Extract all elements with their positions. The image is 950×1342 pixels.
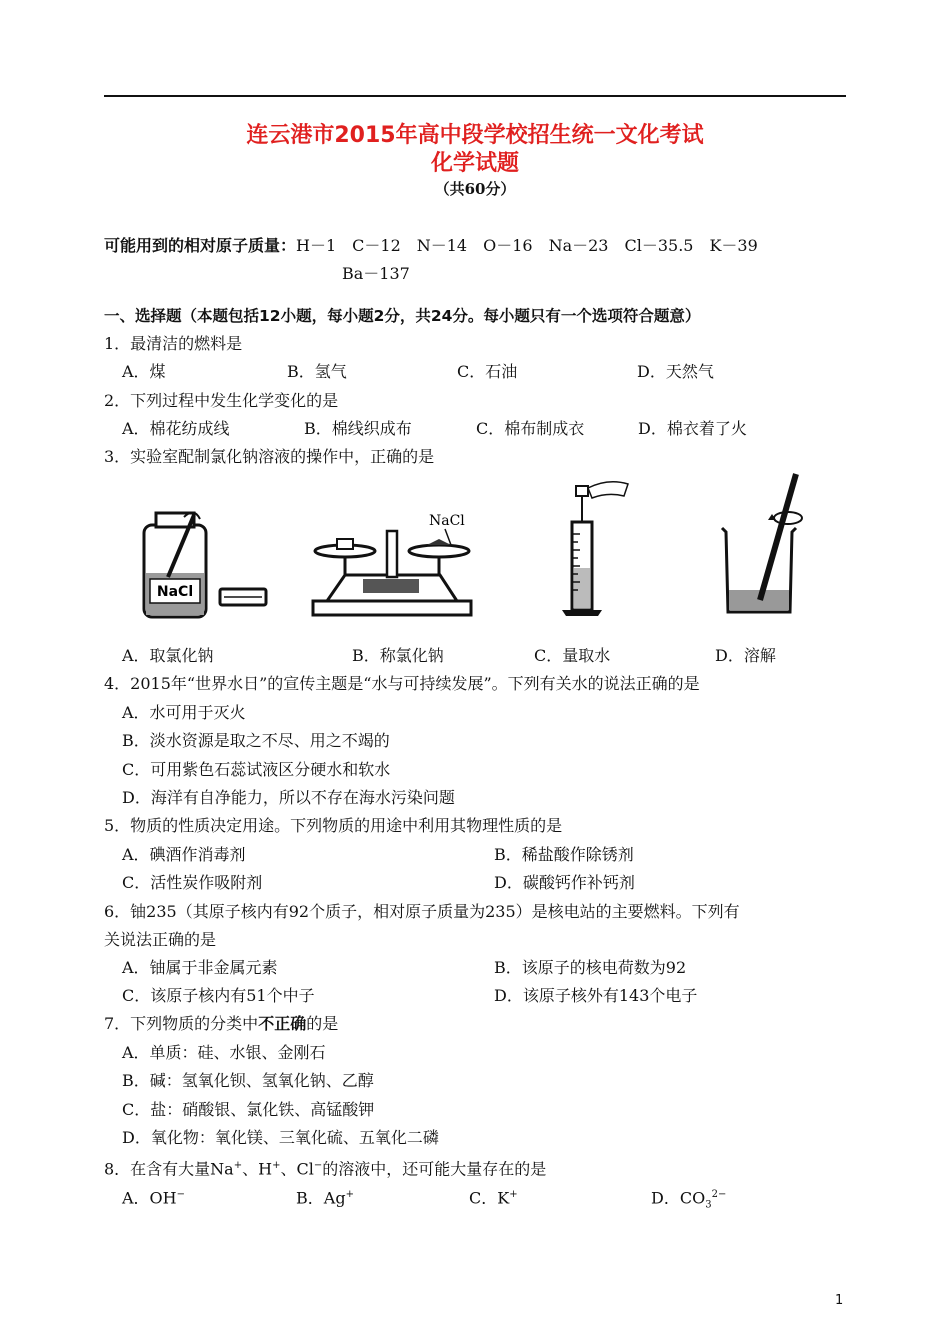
balance-label-text: NaCl <box>429 513 465 529</box>
q5-option-b: B．稀盐酸作除锈剂 <box>494 845 634 864</box>
q2-option-d: D．棉衣着了火 <box>638 419 747 438</box>
top-rule <box>104 95 846 97</box>
question-4-stem: 4．2015年“世界水日”的宣传主题是“水与可持续发展”。下列有关水的说法正确的是 <box>104 674 700 693</box>
weight <box>337 539 353 549</box>
q1-option-c: C．石油 <box>457 362 518 381</box>
figure-weigh-nacl <box>305 505 480 620</box>
q7-option-d: D．氧化物：氧化镁、三氧化硫、五氧化二磷 <box>122 1128 439 1147</box>
q2-option-a: A．棉花纺成线 <box>122 419 230 438</box>
question-6-stem-cont: 关说法正确的是 <box>104 930 217 949</box>
q6-option-b: B．该原子的核电荷数为92 <box>494 958 687 977</box>
q5-option-c: C．活性炭作吸附剂 <box>122 873 263 892</box>
q1-option-a: A．煤 <box>122 362 166 381</box>
q7-option-c: C．盐：硝酸银、氯化铁、高锰酸钾 <box>122 1100 375 1119</box>
balance-base <box>313 601 471 615</box>
q3-option-d: D．溶解 <box>715 646 776 665</box>
q6-option-a: A．铀属于非金属元素 <box>122 958 278 977</box>
hand <box>588 482 628 498</box>
q1-option-d: D．天然气 <box>637 362 714 381</box>
q4-option-a: A．水可用于灭火 <box>122 703 246 722</box>
q5-option-a: A．碘酒作消毒剂 <box>122 845 246 864</box>
q6-option-c: C．该原子核内有51个中子 <box>122 986 315 1005</box>
atomic-mass-values-2: Ba－137 <box>342 264 410 283</box>
question-2-stem: 2．下列过程中发生化学变化的是 <box>104 391 339 410</box>
right-pan <box>409 545 469 557</box>
q3-option-b: B．称氯化钠 <box>352 646 444 665</box>
q4-option-b: B．淡水资源是取之不尽、用之不竭的 <box>122 731 390 750</box>
atomic-mass-label: 可能用到的相对原子质量： <box>104 236 297 255</box>
total-score: （共60分） <box>434 180 516 198</box>
emphasis-not-correct: 不正确 <box>258 1014 307 1033</box>
subject-title: 化学试题 <box>430 151 519 176</box>
question-7-stem: 7．下列物质的分类中不正确的是 <box>104 1014 339 1033</box>
stir-arrow-icon <box>774 512 802 524</box>
nacl-pile <box>427 539 451 545</box>
cylinder-base <box>562 610 602 616</box>
q8-option-d: D．$CO_3^{2-}$ <box>651 1188 727 1211</box>
q3-option-a: A．取氯化钠 <box>122 646 214 665</box>
q2-option-c: C．棉布制成衣 <box>476 419 585 438</box>
question-6-stem: 6．铀235（其原子核内有92个质子，相对原子质量为235）是核电站的主要燃料。下列有 <box>104 902 740 921</box>
q1-option-b: B．氢气 <box>287 362 347 381</box>
atomic-mass-values: H－1 C－12 N－14 O－16 Na－23 Cl－35.5 K－39 <box>296 236 758 255</box>
bottle-label-text: NaCl <box>156 584 194 600</box>
exam-title: 连云港市2015年高中段学校招生统一文化考试 <box>246 123 704 148</box>
dropper-bulb <box>576 486 588 496</box>
q3-option-c: C．量取水 <box>534 646 611 665</box>
q4-option-c: C．可用紫色石蕊试液区分硬水和软水 <box>122 760 391 779</box>
question-8-stem: 8．在含有大量Na+、H+、Cl−的溶液中，还可能大量存在的是 <box>104 1159 547 1179</box>
section-heading: 一、选择题（本题包括12小题，每小题2分，共24分。每小题只有一个选项符合题意） <box>104 307 701 325</box>
page-number: 1 <box>835 1293 844 1308</box>
q8-option-a: A．OH− <box>122 1188 186 1208</box>
question-1-stem: 1．最清洁的燃料是 <box>104 334 243 353</box>
q2-option-b: B．棉线织成布 <box>304 419 412 438</box>
q8-option-c: C．K+ <box>469 1188 518 1208</box>
q7-option-a: A．单质：硅、水银、金刚石 <box>122 1043 326 1062</box>
balance-scale-bar <box>363 579 419 593</box>
balance-pointer <box>387 531 397 577</box>
question-5-stem: 5．物质的性质决定用途。下列物质的用途中利用其物理性质的是 <box>104 816 563 835</box>
figure-take-nacl <box>134 505 274 620</box>
q7-option-b: B．碱：氢氧化钡、氢氧化钠、乙醇 <box>122 1071 374 1090</box>
figure-measure-water <box>548 470 638 620</box>
q4-option-d: D．海洋有自净能力，所以不存在海水污染问题 <box>122 788 455 807</box>
atomic-mass-line <box>104 236 758 256</box>
q5-option-d: D．碳酸钙作补钙剂 <box>494 873 635 892</box>
q6-option-d: D．该原子核外有143个电子 <box>494 986 698 1005</box>
figure-dissolve <box>712 470 812 620</box>
question-3-stem: 3．实验室配制氯化钠溶液的操作中，正确的是 <box>104 447 435 466</box>
q8-option-b: B．Ag+ <box>296 1188 354 1208</box>
